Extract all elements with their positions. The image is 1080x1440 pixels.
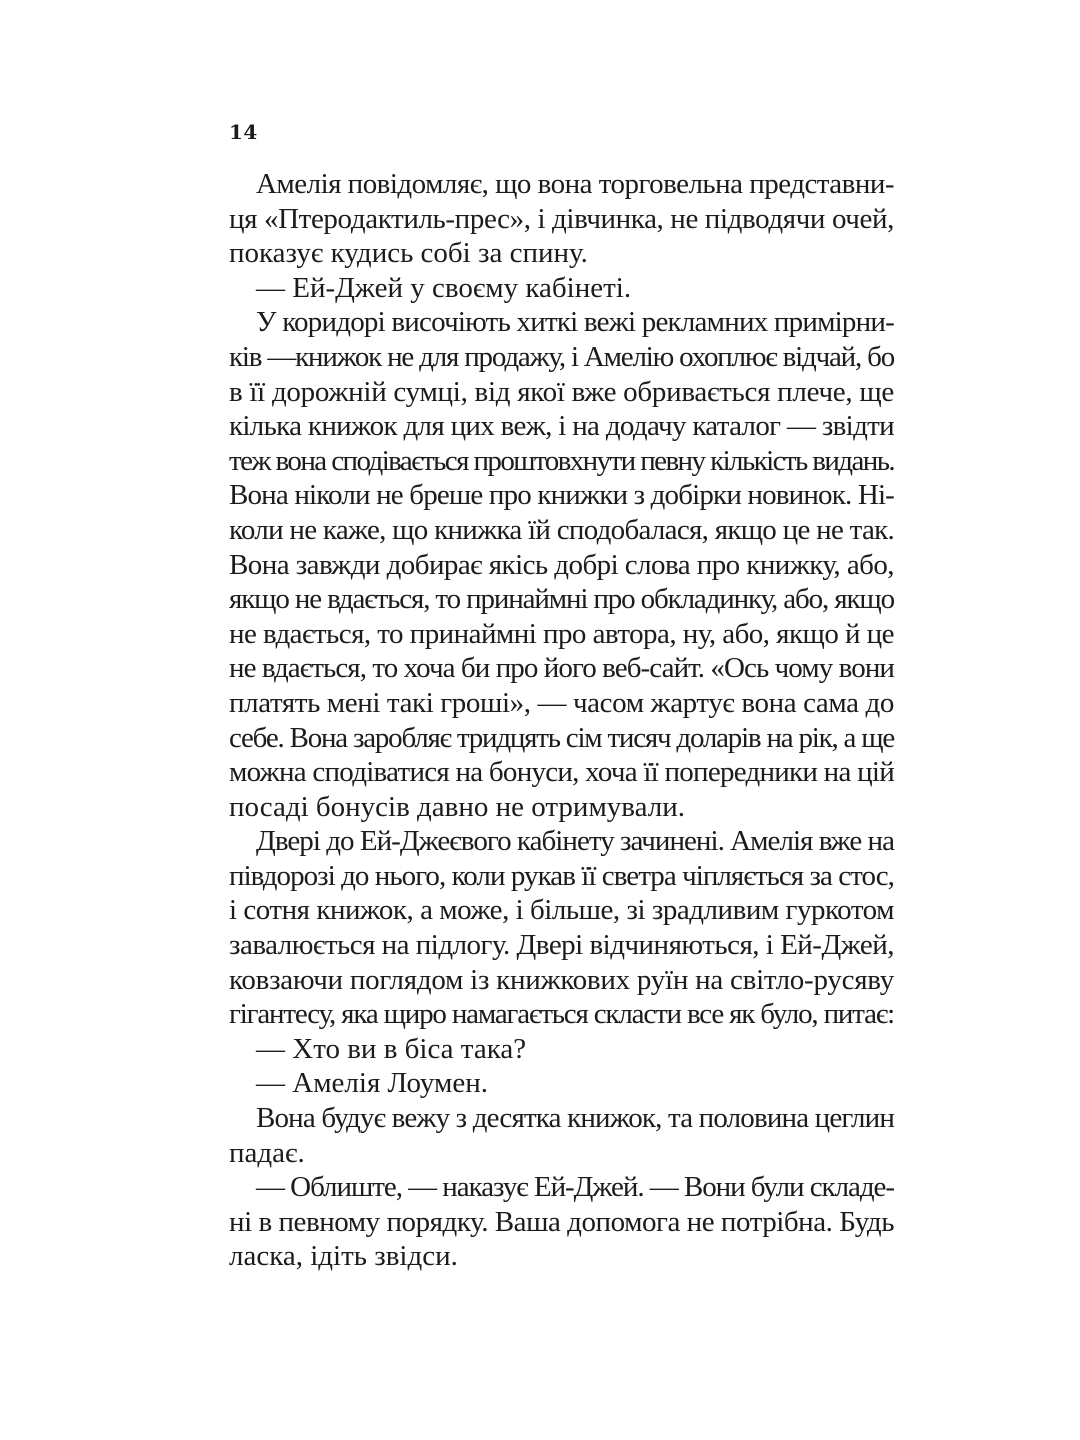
body-text [229,167,894,1274]
text-line: Двері до Ей-Джеєвого кабінету зачинені. Амелія вже на [256,825,894,858]
text-line: не вдається, то принаймні про автора, ну, або, якщо й це [229,617,894,650]
text-line: кілька книжок для цих веж, і на додачу каталог — звідти [229,410,894,443]
text-line: Вона будує вежу з десятка книжок, та половина цеглин [256,1102,895,1135]
page-number: 14 [229,120,258,144]
text-line: гігантесу, яка щиро намагається скласти все як було, питає: [229,998,894,1031]
text-line: в її дорожній сумці, від якої вже обривається плече, ще [229,375,895,408]
text-line: — Амелія Лоумен. [256,1067,488,1100]
text-line: коли не каже, що книжка їй сподобалася, якщо це не так. [229,513,895,546]
text-line: У коридорі височіють хиткі вежі рекламних примірни- [256,306,894,339]
text-line: ковзаючи поглядом із книжкових руїн на світло-русяву [229,963,894,996]
text-line: платять мені такі гроші», — часом жартує вона сама до [229,686,894,719]
text-line: себе. Вона заробляє тридцять сім тисяч доларів на рік, а ще [229,721,894,754]
text-line: показує кудись собі за спину. [229,237,588,270]
text-line: падає. [229,1136,305,1169]
text-line: можна сподіватися на бонуси, хоча її попередники на цій [229,756,894,789]
text-line: теж вона сподівається проштовхнути певну кількість видань. [229,444,895,477]
text-line: Амелія повідомляє, що вона торговельна представни- [256,168,895,200]
text-line: ласка, ідіть звідси. [229,1240,458,1273]
text-line: і сотня книжок, а може, і більше, зі зрадливим гуркотом [229,894,894,927]
text-line: — Ей-Джей у своєму кабінеті. [256,271,632,304]
text-line: — Хто ви в біса така? [256,1032,527,1065]
text-line: Вона ніколи не бреше про книжки з добірки новинок. Ні- [229,479,894,512]
text-line: півдорозі до нього, коли рукав її светра чіпляється за стос, [229,859,894,892]
text-line: завалюється на підлогу. Двері відчиняються, і Ей-Джей, [229,929,894,962]
text-line: ця «Птеродактиль-прес», і дівчинка, не підводячи очей, [229,202,895,235]
text-line: не вдається, то хоча би про його веб-сайт. «Ось чому вони [229,652,895,685]
text-line: посаді бонусів давно не отримували. [229,790,685,823]
text-line: ків —книжок не для продажу, і Амелію охоплює відчай, бо [229,340,895,373]
text-line: якщо не вдається, то принаймні про обкладинку, або, якщо [229,583,894,616]
text-line: ні в певному порядку. Ваша допомога не потрібна. Будь [229,1205,894,1238]
text-line: Вона завжди добирає якісь добрі слова про книжку, або, [229,548,894,581]
text-line: — Облиште, — наказує Ей-Джей. — Вони були складе- [256,1171,894,1204]
